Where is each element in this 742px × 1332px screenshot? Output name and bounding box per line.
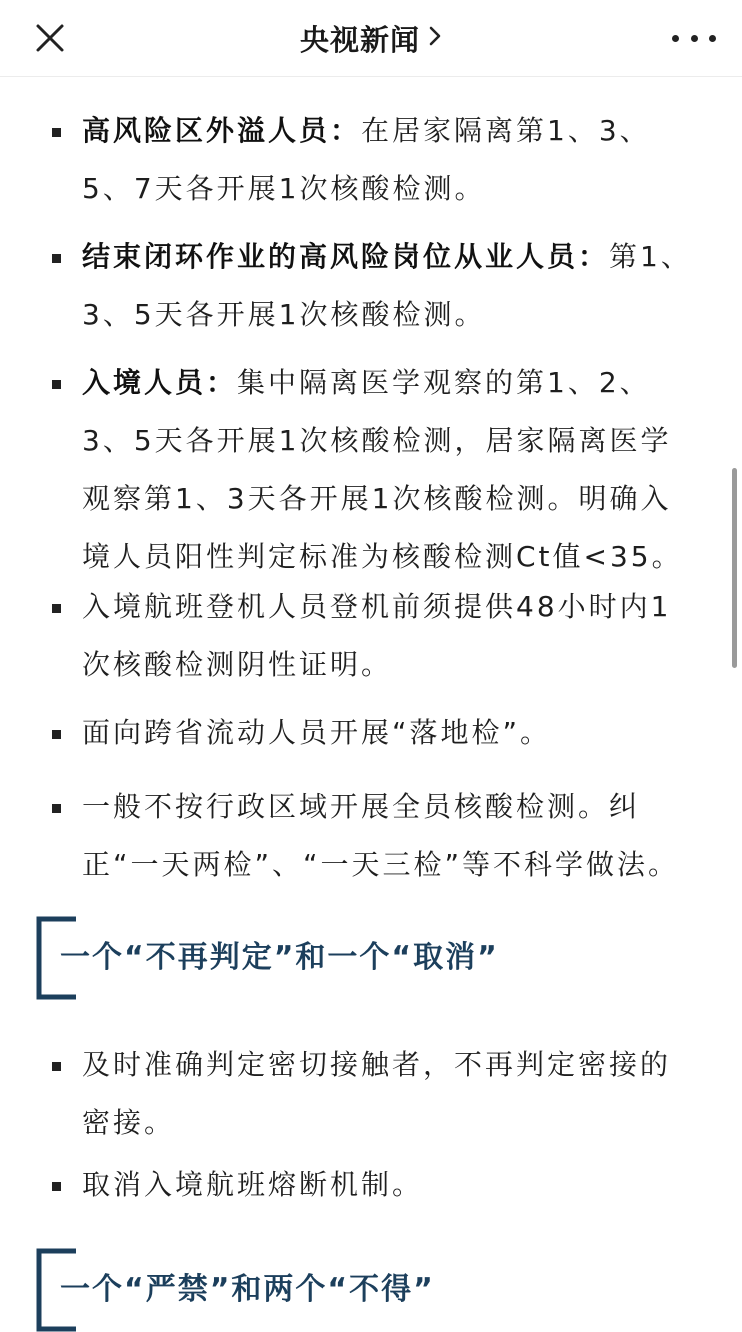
- list-item: [52, 228, 692, 344]
- list-item: [52, 354, 692, 586]
- account-title-link[interactable]: [0, 0, 742, 76]
- list-item-text: [82, 102, 692, 218]
- list-item-body: 在居家隔离第1、3、5、7天各开展1次核酸检测。: [82, 114, 651, 205]
- bullet-marker: [52, 730, 61, 739]
- section-header: [36, 916, 696, 1000]
- bullet-marker: [52, 128, 61, 137]
- more-dot: [691, 35, 698, 42]
- list-item-body: 面向跨省流动人员开展“落地检”。: [82, 716, 552, 749]
- bullet-marker: [52, 1182, 61, 1191]
- list-item-text: [82, 1036, 692, 1152]
- list-item-bold: 入境人员：: [82, 366, 238, 399]
- bullet-marker: [52, 804, 61, 813]
- list-item: [52, 1156, 692, 1214]
- top-bar: [0, 0, 742, 77]
- list-item: [52, 578, 692, 694]
- list-item-body: 入境航班登机人员登机前须提供48小时内1次核酸检测阴性证明。: [82, 590, 672, 681]
- list-item-bold: 结束闭环作业的高风险岗位从业人员：: [82, 240, 610, 273]
- more-dot: [709, 35, 716, 42]
- list-item-body: 及时准确判定密切接触者，不再判定密接的密接。: [82, 1048, 672, 1139]
- scrollbar[interactable]: [732, 468, 737, 668]
- article-body: [0, 76, 742, 1307]
- section-title: 一个“严禁”和两个“不得”: [56, 1268, 439, 1312]
- list-item-text: [82, 578, 692, 694]
- list-item-body: 集中隔离医学观察的第1、2、3、5天各开展1次核酸检测，居家隔离医学观察第1、3天各开展1次核酸检测。明确入境人员阳性判定标准为核酸检测Ct值<35。: [82, 366, 683, 573]
- bullet-marker: [52, 1062, 61, 1071]
- list-item: [52, 102, 692, 218]
- list-item-text: [82, 228, 692, 344]
- section-header: [36, 1248, 696, 1332]
- list-item-body: 一般不按行政区域开展全员核酸检测。纠正“一天两检”、“一天三检”等不科学做法。: [82, 790, 680, 881]
- page-title: 央视新闻: [299, 22, 420, 57]
- more-button[interactable]: [672, 18, 716, 58]
- list-item-body: 取消入境航班熔断机制。: [82, 1168, 424, 1201]
- list-item: [52, 704, 692, 762]
- bullet-marker: [52, 380, 61, 389]
- list-item-bold: 高风险区外溢人员：: [82, 114, 362, 147]
- list-item: [52, 778, 692, 894]
- list-item: [52, 1036, 692, 1152]
- list-item-body: 第1、3、5天各开展1次核酸检测。: [82, 240, 692, 331]
- more-horizontal-icon: [672, 35, 679, 42]
- bullet-marker: [52, 604, 61, 613]
- bullet-marker: [52, 254, 61, 263]
- chevron-right-icon: [428, 25, 442, 51]
- list-item-text: [82, 778, 692, 894]
- list-item-text: [82, 704, 692, 762]
- list-item-text: [82, 1156, 692, 1214]
- list-item-text: [82, 354, 692, 586]
- section-title: 一个“不再判定”和一个“取消”: [56, 936, 503, 980]
